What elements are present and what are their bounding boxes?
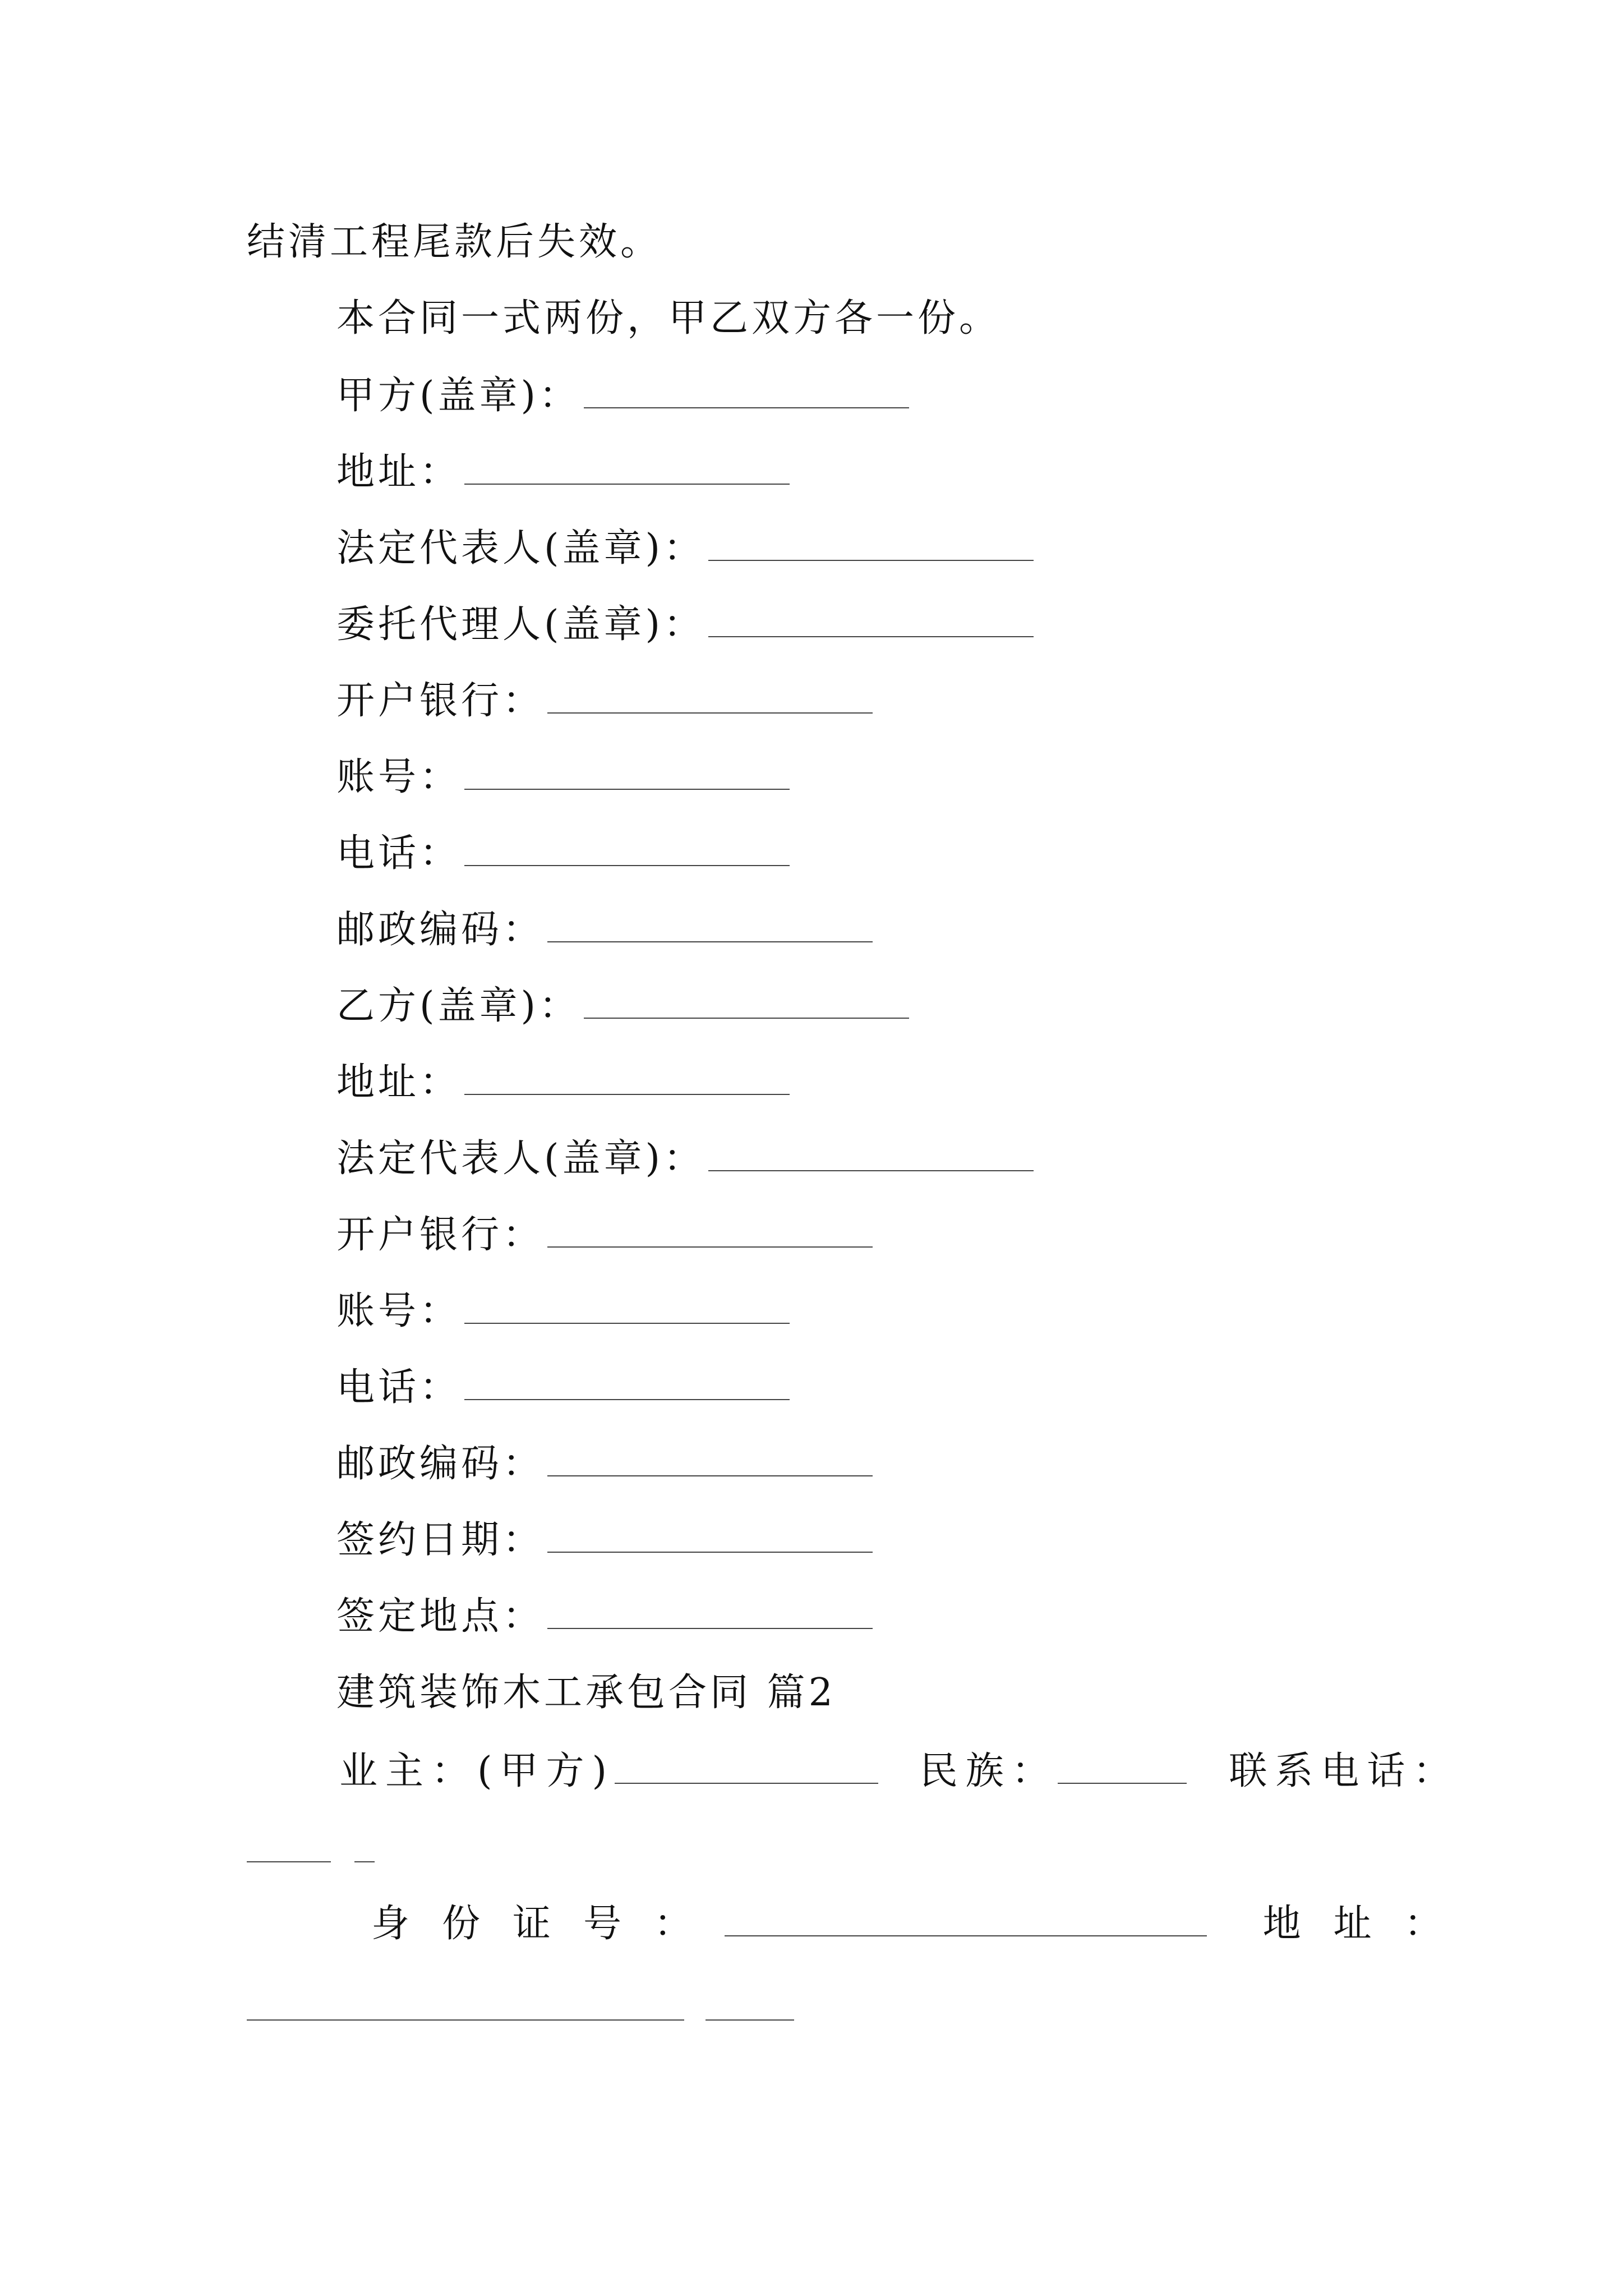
opening-line: 结清工程尾款后失效。 [247,220,662,264]
fill-blank[interactable] [708,607,1034,637]
fill-blank[interactable] [584,378,909,408]
field-label: 开户银行： [336,679,545,723]
field-label: 签定地点： [336,1594,545,1639]
address-blank-tail[interactable] [706,2019,794,2021]
signing-place-field [336,1594,873,1639]
party-a-phone-field [336,831,790,876]
field-label: 电话： [336,1365,462,1410]
fill-blank[interactable] [708,1141,1034,1171]
party-b-bank-field [336,1213,873,1258]
owner-line [339,1749,1459,1794]
party-a-bank-field [336,679,873,724]
address-blank-continuation[interactable] [247,2019,684,2021]
field-label: 乙方(盖章)： [336,984,581,1028]
fill-blank[interactable] [464,454,790,485]
field-label: 账号： [336,755,462,799]
party-b-phone-field [336,1365,790,1410]
fill-blank[interactable] [584,988,909,1019]
copies-line: 本合同一式两份，甲乙双方各一份。 [336,296,1001,341]
field-label: 地址： [336,1060,462,1105]
fill-blank[interactable] [464,1065,790,1095]
fill-blank[interactable] [547,1217,873,1248]
party-b-address-field [336,1060,790,1105]
party-a-seal-field [336,374,909,418]
party-a-account-field [336,755,790,800]
phone-blank-continuation[interactable] [247,1861,331,1862]
field-label: 甲方(盖章)： [336,374,581,418]
fill-blank[interactable] [464,1370,790,1400]
party-a-agent-field [336,602,1034,647]
fill-blank[interactable] [547,912,873,942]
party-b-seal-field [336,984,909,1029]
field-label: 邮政编码： [336,1442,545,1486]
party-b-legal-rep-field [336,1137,1034,1181]
fill-blank[interactable] [547,1522,873,1553]
party-a-address-field [336,450,790,495]
ethnicity-blank[interactable] [1058,1754,1187,1784]
party-a-postcode-field [336,908,873,953]
fill-blank[interactable] [464,1294,790,1324]
field-label: 电话： [336,831,462,876]
fill-blank[interactable] [464,836,790,866]
id-label: 身份证号： [371,1902,725,1946]
id-number-blank[interactable] [725,1906,1207,1936]
id-line [371,1902,1475,1947]
fill-blank[interactable] [547,683,873,714]
owner-label: 业主：(甲方) [339,1749,615,1793]
field-label: 委托代理人(盖章)： [336,602,706,647]
signing-date-field [336,1518,873,1563]
ethnicity-label: 民族： [919,1749,1058,1793]
section-title: 建筑装饰木工承包合同 篇2 [336,1671,836,1715]
party-a-legal-rep-field [336,526,1034,571]
field-label: 账号： [336,1289,462,1333]
field-label: 地址： [336,450,462,494]
fill-blank[interactable] [708,531,1034,561]
address-label: 地址： [1262,1902,1475,1946]
field-label: 签约日期： [336,1518,545,1562]
owner-name-blank[interactable] [615,1754,878,1784]
phone-label: 联系电话： [1229,1749,1459,1793]
fill-blank[interactable] [547,1446,873,1476]
field-label: 法定代表人(盖章)： [336,526,706,570]
field-label: 法定代表人(盖章)： [336,1137,706,1181]
party-b-postcode-field [336,1442,873,1487]
field-label: 开户银行： [336,1213,545,1257]
fill-blank[interactable] [464,760,790,790]
party-b-account-field [336,1289,790,1334]
fill-blank[interactable] [547,1599,873,1629]
field-label: 邮政编码： [336,908,545,952]
phone-blank-tail[interactable] [354,1861,375,1862]
